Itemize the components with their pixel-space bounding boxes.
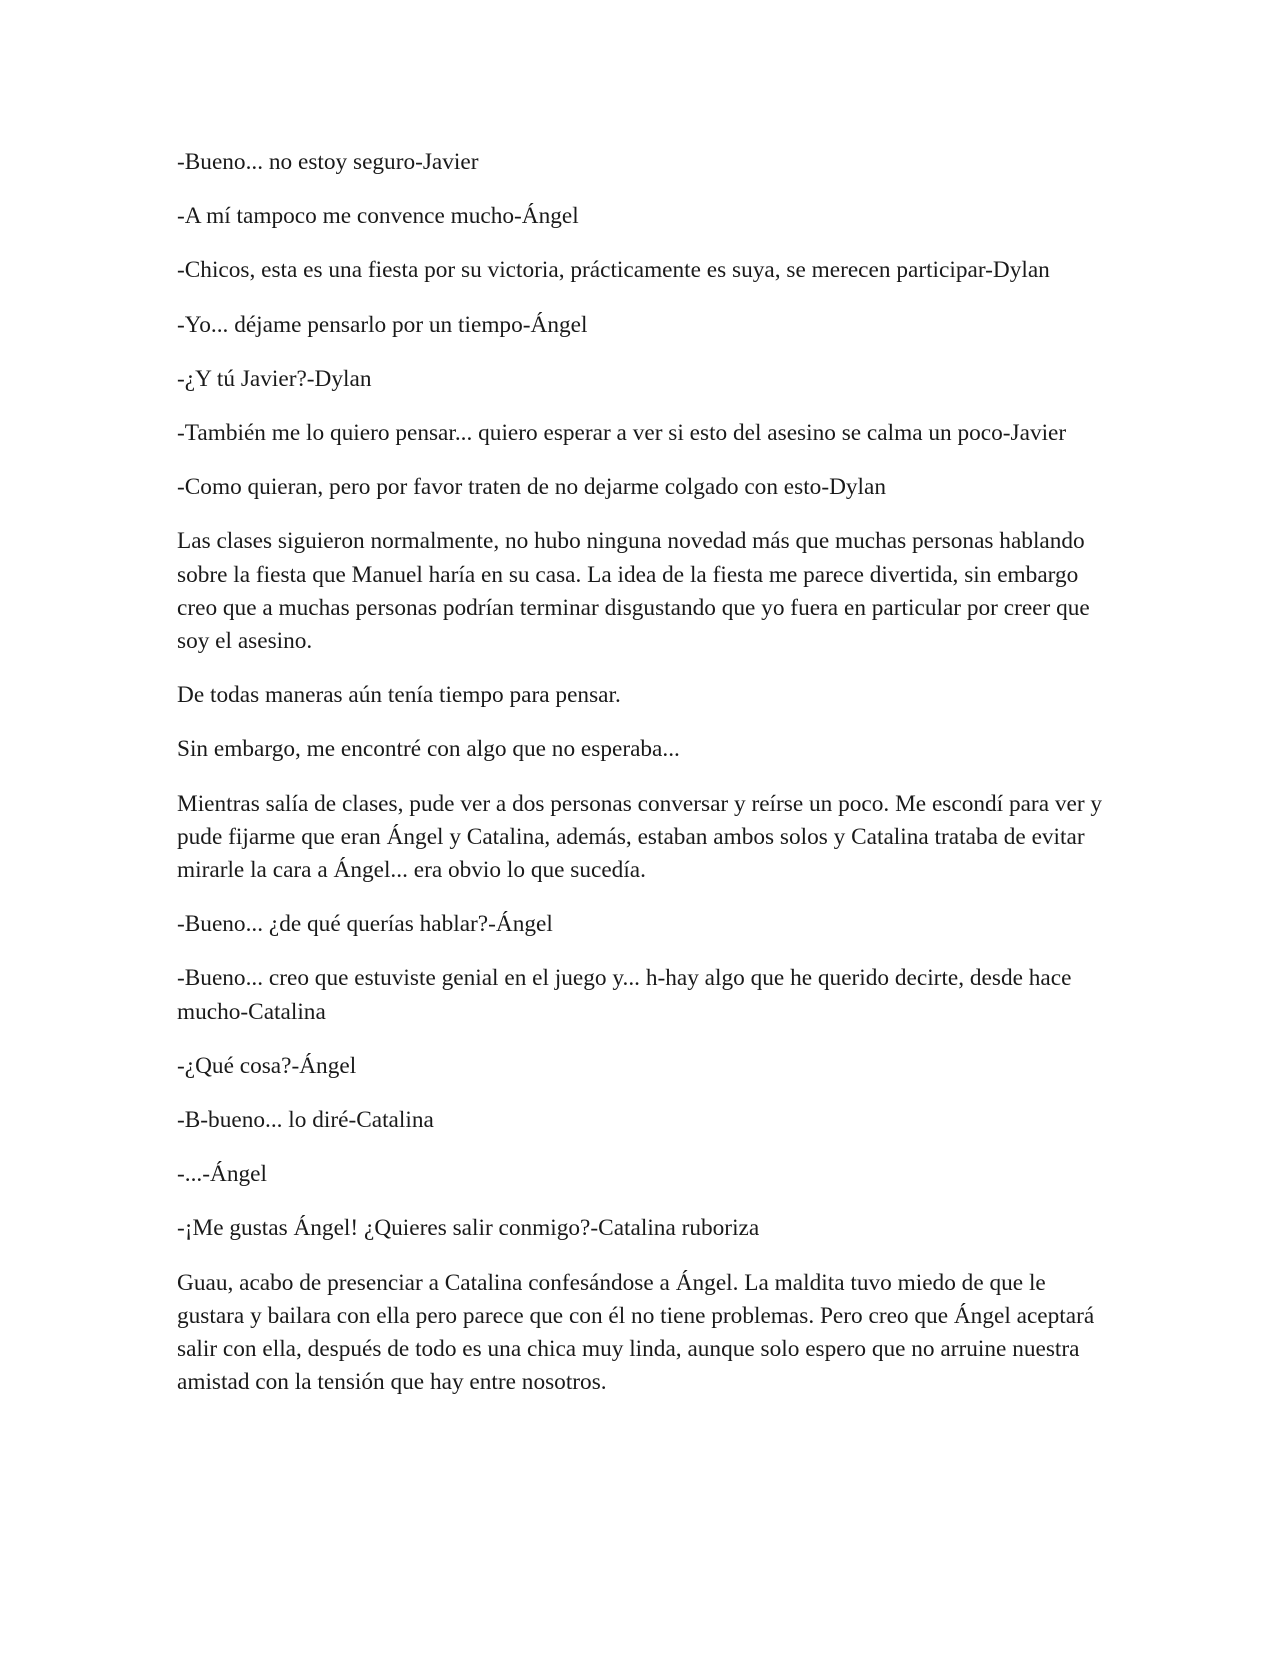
paragraph-6: -También me lo quiero pensar... quiero esperar a ver si esto del asesino se calma un poco-Javier <box>177 420 1067 447</box>
paragraph-13: -Bueno... creo que estuviste genial en el juego y... h-hay algo que he querido decirte, desde hace mucho-Catalina <box>177 965 1072 1025</box>
paragraph-17: -¡Me gustas Ángel! ¿Quieres salir conmigo?-Catalina ruboriza <box>177 1215 760 1242</box>
paragraph-8: Las clases siguieron normalmente, no hubo ninguna novedad más que muchas personas hablando sobre la fiesta que Manuel haría en su casa. La idea de la fiesta me parece divertida, sin embargo creo que a muchas personas podrían terminar disgustando que yo fuera en particular por creer que soy el asesino. <box>177 528 1090 655</box>
paragraph-11: Mientras salía de clases, pude ver a dos personas conversar y reírse un poco. Me escondí para ver y pude fijarme que eran Ángel y Catalina, además, estaban ambos solos y Catalina trataba de evitar mirarle la cara a Ángel... era obvio lo que sucedía. <box>177 790 1103 884</box>
document-body <box>177 146 1107 1420</box>
paragraph-1: -Bueno... no estoy seguro-Javier <box>177 149 479 175</box>
paragraph-5: -¿Y tú Javier?-Dylan <box>177 365 372 392</box>
paragraph-10: Sin embargo, me encontré con algo que no esperaba... <box>177 736 680 763</box>
paragraph-14: -¿Qué cosa?-Ángel <box>177 1052 357 1079</box>
paragraph-2: -A mí tampoco me convence mucho-Ángel <box>177 203 579 230</box>
paragraph-15: -B-bueno... lo diré-Catalina <box>177 1107 434 1134</box>
paragraph-18: Guau, acabo de presenciar a Catalina confesándose a Ángel. La maldita tuvo miedo de que le gustara y bailara con ella pero parece que con él no tiene problemas. Pero creo que Ángel aceptará salir con ella, después de todo es una chica muy linda, aunque solo espero que no arruine nuestra amistad con la tensión que hay entre nosotros. <box>177 1269 1095 1396</box>
paragraph-7: -Como quieran, pero por favor traten de no dejarme colgado con esto-Dylan <box>177 474 887 501</box>
paragraph-16: -...-Ángel <box>177 1161 267 1188</box>
paragraph-3: -Chicos, esta es una fiesta por su victoria, prácticamente es suya, se merecen participar-Dylan <box>177 257 1050 284</box>
paragraph-12: -Bueno... ¿de qué querías hablar?-Ángel <box>177 911 553 938</box>
paragraph-4: -Yo... déjame pensarlo por un tiempo-Ángel <box>177 311 588 338</box>
paragraph-9: De todas maneras aún tenía tiempo para pensar. <box>177 682 621 709</box>
